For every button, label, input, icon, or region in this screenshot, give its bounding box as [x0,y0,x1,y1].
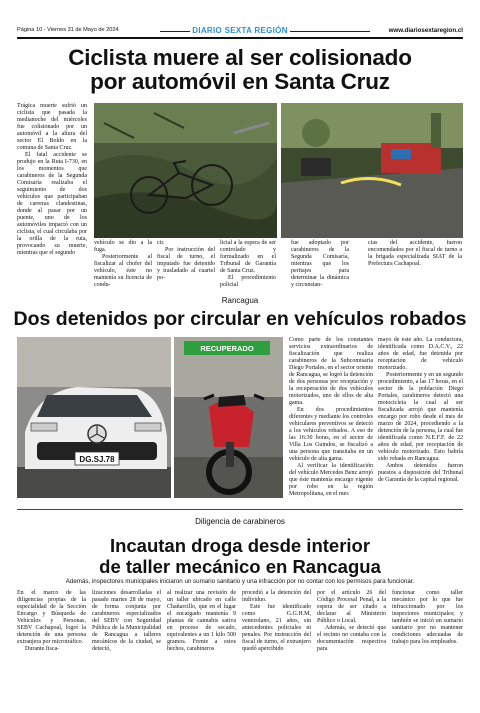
article3-subtitle: Además, inspectores municipales iniciaron un sumario sanitario y una infracción por no contar con los permisos para funcionar. [65,578,415,585]
article3-column-1 [17,590,86,700]
article3-column-4 [242,590,311,700]
article1-title-line2: por automóvil en Santa Cruz [90,69,390,94]
section-divider [17,509,463,510]
article1-column-4 [220,240,276,288]
paragraph: Por instrucción del fiscal de turno, el imputado fue detenido y trasladado al cuartel po- [157,247,215,281]
article3-column-3: al realizar una revisión de un taller ubicado en calle Chañarcillo, que en el lugar el encargado mantenía 9 plantas de cannabis sativa en proceso de secado, equivalentes a un 1 kilo 500 gramos. Frente a estos hechos, carabineros [167,590,236,652]
article1-headline [0,46,480,94]
article1-title-line1: Ciclista muere al ser colisionado [68,45,412,70]
article1-column-5: fue adoptado por carabineros de la Segunda Comisaría, mientras que los peritajes para determinar la dinámica y circunstan- [291,240,349,288]
paragraph: Además, se detectó que el recinto no contaba con la documentación respectiva para [317,625,386,652]
mercedes-car-photo [17,337,171,498]
paragraph: En dos procedimientos diferentes y mediante los controles vehiculares preventivos se detectó a los vehículos robados. A eso de las 16:30 horas, en el sector de Villa Los Guindos, se fiscalizó a una persona que transitaba en un vehículo de alta gama. [289,407,373,462]
article3-title-line2: de taller mecánico en Rancagua [99,556,381,577]
bicycle-wreck-photo [94,103,277,238]
paragraph: El procedimiento policial [220,275,276,288]
paragraph: Trágica muerte sufrió un ciclista que pasada la medianoche del miércoles fue colisionado por un automóvil a la altura del sector El Boldo en la comuna de Santa Cruz. [17,103,87,151]
header-rule-left [160,31,190,32]
paragraph: cir. [157,240,165,246]
masthead: DIARIO SEXTA REGIÓN [192,26,288,35]
article2-column-2 [378,337,463,498]
paragraph: Al verificar la identificación del vehículo Mercedes Benz arrojó que éste mantenía encargo vigente por robo en la región Metropolitana, en el mes [289,463,373,497]
paragraph: vehículo se dio a la fuga. [94,240,152,253]
paragraph: licial a la espera de ser controlado y formalizado en el Tribunal de Garantía de Santa Cruz. [220,240,276,274]
article1-column-3 [157,240,215,281]
article2-column-1 [289,337,373,498]
license-plate-text: DG.SJ.78 [79,455,115,464]
article1-column-6: cias del accidente, fueron encomendados por el fiscal de turno a la brigada especializada SIAT de la Prefectura Cachapoal. [368,240,462,267]
paragraph: Como parte de los constantes servicios extraordinarios de fiscalización que realiza carabineros de la Subcomisaria Diego Portales, en el sector oriente de Rancagua, se logró la detención de dos personas por receptación y la recuperación de dos vehículos motorizados, uno de ellos de alta gama. [289,337,373,406]
paragraph: Posteriormente al fiscalizar al chofer del vehículo, éste no mantenía su licencia de condu- [94,254,152,288]
paragraph: procedió a la detención del individuo. [242,590,311,603]
article3-headline [0,535,480,577]
header-divider [17,37,463,39]
article3-kicker: Diligencia de carabineros [195,517,285,526]
paragraph: mayo de este año. La conductora, identificada como D.A.C.V., 22 años de edad, fue detenida por receptación de vehículo motorizado. [378,337,463,371]
paragraph: Este fue identificado como G.G.H.M, venezolano, 21 años, sin antecedentes policiales ni penales. Por instrucción del fiscal de turno, el extranjero quedó apercibido [242,604,311,652]
header-rule-right [290,31,370,32]
paragraph: Ambos detenidos fueron puestos a disposición del Tribunal de Garantía de la capital regional. [378,463,463,483]
article2-kicker: Rancagua [221,296,259,305]
road-accident-scene-photo [281,103,463,238]
paragraph: En el marco de las diligencias propias de la especialidad de la Sección Encargo y Búsqueda de Vehículos y Personas, SEBV Cachapoal, logró la detención de una persona extranjera por microtráfico. [17,590,86,645]
article2-headline: Dos detenidos por circular en vehículos robados [13,308,467,330]
article3-column-5 [317,590,386,700]
paragraph: Durante fisca- [25,646,60,652]
recuperado-overlay: RECUPERADO [200,344,254,353]
paragraph: por el artículo 26 del Código Procesal Penal, a la espera de ser citado a declarar al Ministerio Público o Local. [317,590,386,624]
article3-title-line1: Incautan droga desde interior [109,535,371,556]
page-date: Página 10 - Viernes 31 de Mayo de 2024 [17,27,119,33]
paragraph: Posteriormente y en un segundo procedimiento, a las 17 horas, en el sector de la población Diego Portales, carabineros detectó una motocicleta la cual al ser fiscalizada arrojó que mantenía encargo por robo desde el mes de marzo de 2024, procediendo a la detención de la persona, la cual fue identificada como N.E.F.F. de 22 años de edad, por receptación de vehículo motorizado. Esto habría sido robada en Rancagua. [378,372,463,462]
red-motorcycle-photo [174,337,283,498]
website: www.diariosextaregion.cl [388,27,463,34]
article1-column-1 [17,103,87,256]
article3-column-2: lizaciones desarrolladas el pasado martes 28 de mayo, de forma conjunta por carabineros especializados del SEBV con Seguridad Pública de la Municipalidad de Rancagua a talleres mecánicos de la ciudad, se detectó, [92,590,161,652]
article3-column-6: funcionar como taller mecánico por lo que fue infraccionado por los inspectores municipales; y también se inició un sumario sanitario por no mantener condiciones adecuadas de trabajo para los empleados. [392,590,463,645]
article1-column-2 [94,240,152,288]
paragraph: El fatal accidente se produjo en la Ruta I-730, en los momentos que carabineros de la Segunda Comisaría realizaba el seguimiento de dos vehículos que participaban de carreras clandestinas, donde al pasar por un puente, uno de los automóviles impactó con un ciclista, el cual circulaba por la orilla de la ruta, provocando su muerte, mientras que el segundo [17,152,87,256]
